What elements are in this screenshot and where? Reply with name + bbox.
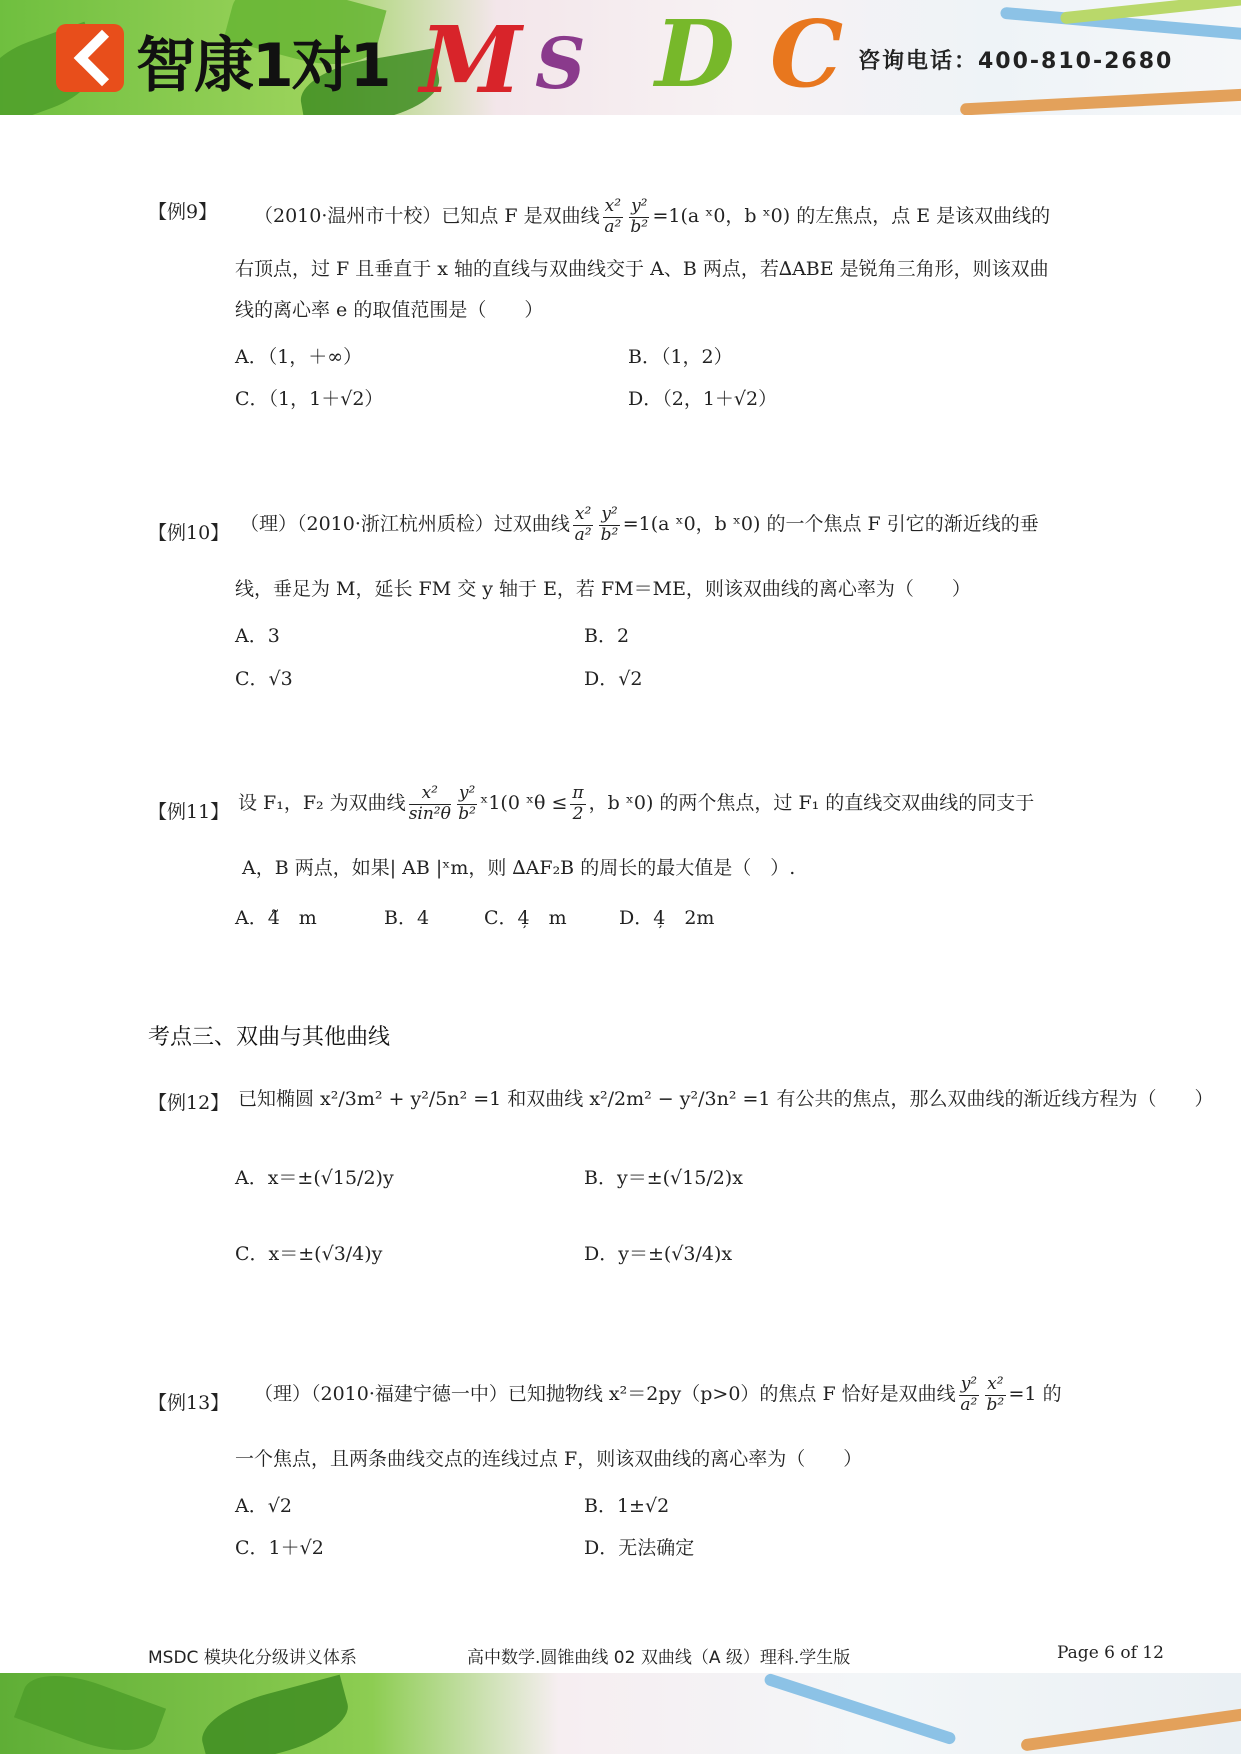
- header-banner: [0, 0, 1241, 115]
- msdc-letter-s: S: [535, 22, 586, 105]
- example-10-tag: 【例10】: [148, 522, 230, 544]
- example-11-text: ˣ1(0 ˣθ ≤: [480, 792, 568, 815]
- example-12-tag: 【例12】: [148, 1092, 230, 1114]
- pencil-decoration: [1020, 1706, 1241, 1751]
- example-9-text: =1(a ˣ0，b ˣ0) 的左焦点，点 E 是该双曲线的: [652, 205, 1051, 228]
- fraction: $\frac{\text{x²}}{\text{a²}}$: [574, 504, 592, 545]
- example-10-text: （理）（2010·浙江杭州质检）过双曲线: [240, 513, 570, 536]
- option-a: A．x＝±(√15/2)y: [235, 1167, 394, 1189]
- example-11-tag: 【例11】: [148, 801, 230, 823]
- option-a: A．（1，＋∞）: [235, 346, 363, 368]
- option-c: C．4̦ m: [484, 907, 567, 929]
- fraction: $\frac{\text{y²}}{\text{b²}}$: [630, 196, 649, 237]
- option-b: B．（1，2）: [628, 346, 733, 368]
- brand-name: 智康1对1: [136, 31, 390, 101]
- option-d: D．（2，1＋√2）: [628, 388, 778, 410]
- option-d: D．y＝±(√3/4)x: [584, 1243, 733, 1265]
- fraction: $\frac{\text{x²}}{\text{a²}}$: [604, 196, 622, 237]
- example-9-line1: [254, 197, 1050, 237]
- section-title: 考点三、双曲与其他曲线: [148, 1025, 391, 1050]
- option-a: A．3: [235, 625, 280, 647]
- example-13-text: （理）（2010·福建宁德一中）已知抛物线 x²＝2py（p>0）的焦点 F 恰好是双曲线: [254, 1383, 956, 1406]
- hotline-text: 咨询电话：400-810-2680: [858, 49, 1174, 74]
- option-c: C．x＝±(√3/4)y: [235, 1243, 383, 1265]
- example-11-text: ，b ˣ0) 的两个焦点，过 F₁ 的直线交双曲线的同支于: [588, 792, 1035, 815]
- option-d: D．无法确定: [584, 1537, 695, 1559]
- fraction: $\frac{\text{x²}}{\text{b²}}$: [986, 1374, 1005, 1415]
- footer-banner: [0, 1673, 1241, 1754]
- example-11-text: 设 F₁，F₂ 为双曲线: [238, 792, 406, 815]
- example-13-line1: [254, 1375, 1062, 1415]
- example-13-tag: 【例13】: [148, 1392, 230, 1414]
- brand-logo-icon: [56, 24, 124, 92]
- option-b: B．2: [584, 625, 630, 647]
- option-b: B．4: [384, 907, 430, 929]
- example-11-line1: [238, 784, 1034, 824]
- example-9-tag: 【例9】: [148, 201, 218, 223]
- leaf-decoration: [14, 1673, 166, 1754]
- option-d: D．√2: [584, 668, 643, 690]
- footer-course: 高中数学.圆锥曲线 02 双曲线（A 级）理科.学生版: [467, 1648, 851, 1668]
- pencil-decoration: [763, 1673, 957, 1746]
- option-c: C．（1，1＋√2）: [235, 388, 384, 410]
- example-10-text: =1(a ˣ0，b ˣ0) 的一个焦点 F 引它的渐近线的垂: [622, 513, 1039, 536]
- pencil-decoration: [960, 88, 1241, 115]
- fraction: $\frac{\pi}{2}$: [572, 783, 584, 824]
- msdc-letter-d: D: [655, 0, 735, 108]
- example-10-line2: 线，垂足为 M，延长 FM 交 y 轴于 E，若 FM＝ME，则该双曲线的离心率为（ ）: [235, 578, 971, 600]
- example-12-line1: 已知椭圆 x²/3m² + y²/5n² =1 和双曲线 x²/2m² − y²/3n² =1 有公共的焦点，那么双曲线的渐近线方程为（ ）: [238, 1088, 1214, 1110]
- option-a: A．4̃ m: [235, 907, 317, 929]
- fraction: $\frac{\text{x²}}{\text{sin²θ}}$: [408, 783, 451, 824]
- example-13-line2: 一个焦点，且两条曲线交点的连线过点 F，则该双曲线的离心率为（ ）: [235, 1448, 863, 1470]
- option-c: C．√3: [235, 668, 293, 690]
- fraction: $\frac{\text{y²}}{\text{b²}}$: [458, 783, 476, 824]
- msdc-letter-m: M: [420, 6, 522, 114]
- option-d: D．4̦ 2m: [619, 907, 715, 929]
- example-9-line2: 右顶点，过 F 且垂直于 x 轴的直线与双曲线交于 A、B 两点，若∆ABE 是锐角三角形，则该双曲: [235, 258, 1049, 280]
- option-c: C．1＋√2: [235, 1537, 324, 1559]
- option-b: B．y＝±(√15/2)x: [584, 1167, 743, 1189]
- option-a: A．√2: [235, 1495, 292, 1517]
- example-9-line3: 线的离心率 e 的取值范围是（ ）: [235, 299, 544, 321]
- example-10-line1: [240, 505, 1039, 545]
- leaf-decoration: [195, 1675, 355, 1754]
- msdc-letter-c: C: [770, 0, 844, 108]
- example-11-line2: A，B 两点，如果| AB |ˣm，则 ∆AF₂B 的周长的最大值是（ ）.: [242, 857, 796, 879]
- option-b: B．1±√2: [584, 1495, 670, 1517]
- fraction: $\frac{\text{y²}}{\text{b²}}$: [600, 504, 619, 545]
- fraction: $\frac{\text{y²}}{\text{a²}}$: [960, 1374, 978, 1415]
- example-9-text: （2010·温州市十校）已知点 F 是双曲线: [254, 205, 600, 228]
- page-number: Page 6 of 12: [1057, 1643, 1164, 1663]
- example-13-text: =1 的: [1008, 1383, 1062, 1406]
- footer-series: MSDC 模块化分级讲义体系: [148, 1648, 357, 1668]
